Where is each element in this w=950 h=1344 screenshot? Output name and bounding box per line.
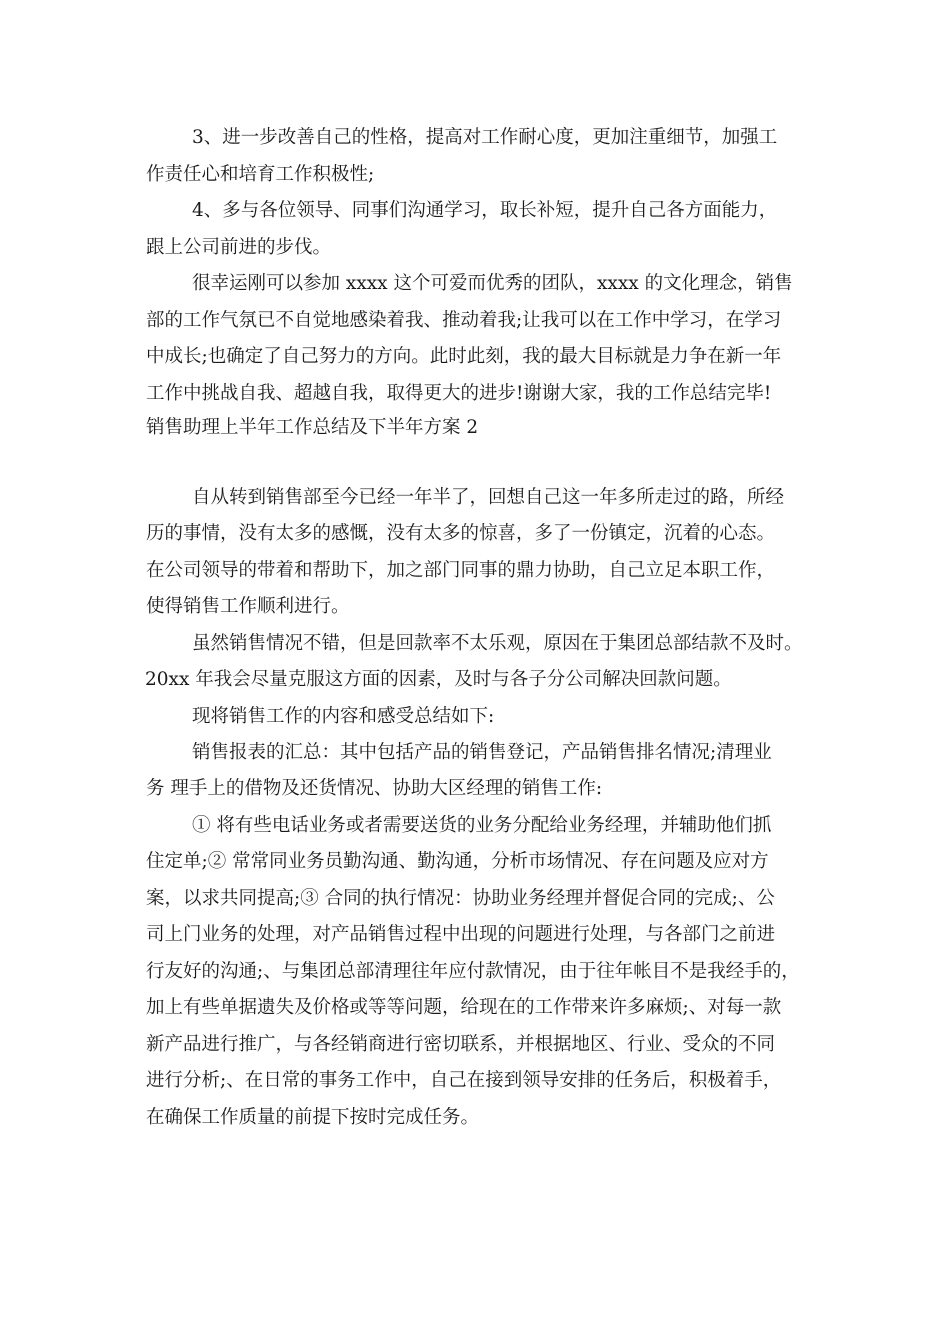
text-line: 3、进一步改善自己的性格，提高对工作耐心度，更加注重细节，加强工 [192, 127, 778, 148]
section-heading: 销售助理上半年工作总结及下半年方案 2 [146, 417, 479, 438]
text-line: 部的工作气氛已不自觉地感染着我、推动着我;让我可以在工作中学习，在学习 [146, 310, 782, 331]
text-line: 使得销售工作顺利进行。 [146, 596, 350, 617]
text-line: 务 理手上的借物及还货情况、协助大区经理的销售工作: [146, 778, 603, 799]
text-line: 跟上公司前进的步伐。 [146, 237, 332, 258]
text-line: 很幸运刚可以参加 xxxx 这个可爱而优秀的团队，xxxx 的文化理念，销售 [192, 273, 793, 294]
text-line: 新产品进行推广，与各经销商进行密切联系，并根据地区、行业、受众的不同 [146, 1034, 776, 1055]
text-line: 案，以求共同提高;③ 合同的执行情况：协助业务经理并督促合同的完成;、公 [146, 888, 775, 909]
text-line: 20xx 年我会尽量克服这方面的因素，及时与各子分公司解决回款问题。 [145, 669, 732, 690]
text-line: 进行分析;、在日常的事务工作中，自己在接到领导安排的任务后，积极着手， [146, 1070, 782, 1091]
text-line: 销售报表的汇总：其中包括产品的销售登记，产品销售排名情况;清理业 [192, 742, 772, 763]
text-line: 在公司领导的带着和帮助下，加之部门同事的鼎力协助，自己立足本职工作， [146, 560, 776, 581]
text-line: 中成长;也确定了自己努力的方向。此时此刻，我的最大目标就是力争在新一年 [146, 346, 782, 367]
text-line: 在确保工作质量的前提下按时完成任务。 [146, 1107, 480, 1128]
text-line: 作责任心和培育工作积极性; [146, 164, 375, 185]
text-line: 自从转到销售部至今已经一年半了，回想自己这一年多所走过的路，所经 [192, 487, 785, 508]
text-line: 司上门业务的处理，对产品销售过程中出现的问题进行处理，与各部门之前进 [146, 924, 776, 945]
text-line: 4、多与各位领导、同事们沟通学习，取长补短，提升自己各方面能力， [192, 200, 778, 221]
text-line: 住定单;② 常常同业务员勤沟通、勤沟通，分析市场情况、存在问题及应对方 [146, 851, 769, 872]
text-line: 虽然销售情况不错，但是回款率不太乐观，原因在于集团总部结款不及时。 [192, 633, 803, 654]
text-line: ① 将有些电话业务或者需要送货的业务分配给业务经理，并辅助他们抓 [192, 815, 772, 836]
text-line: 加上有些单据遗失及价格或等等问题，给现在的工作带来许多麻烦;、对每一款 [146, 997, 782, 1018]
text-line: 历的事情，没有太多的感慨，没有太多的惊喜，多了一份镇定，沉着的心态。 [146, 523, 776, 544]
text-line: 行友好的沟通;、与集团总部清理往年应付款情况，由于往年帐目不是我经手的， [146, 961, 800, 982]
text-line: 现将销售工作的内容和感受总结如下: [192, 706, 495, 727]
text-line: 工作中挑战自我、超越自我，取得更大的进步!谢谢大家，我的工作总结完毕! [146, 383, 772, 404]
